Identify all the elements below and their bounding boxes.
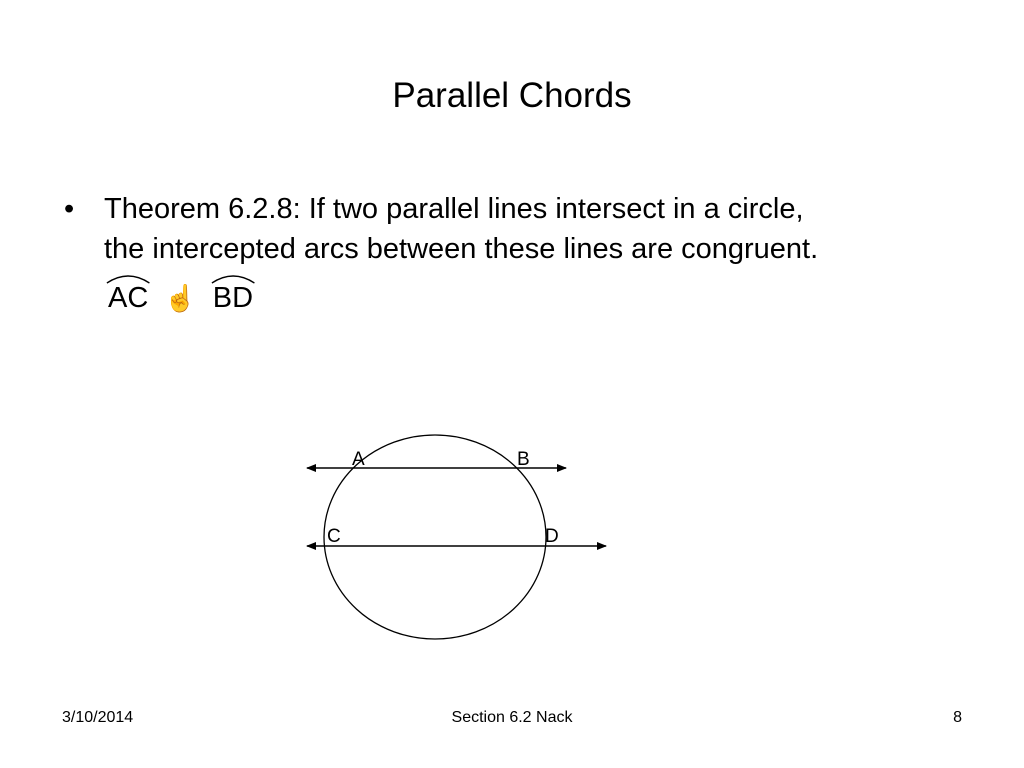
theorem-line-2: the intercepted arcs between these lines are congruent. bbox=[104, 233, 819, 265]
arc-bd bbox=[213, 278, 253, 318]
point-a-label: A bbox=[352, 449, 365, 470]
footer-date: 3/10/2014 bbox=[62, 709, 134, 726]
point-c-label: C bbox=[327, 526, 341, 547]
congruent-symbol: ☝ bbox=[164, 283, 197, 313]
arc-overline-icon bbox=[106, 272, 150, 284]
arc-overline-icon bbox=[211, 272, 255, 284]
arc-bd-label: BD bbox=[212, 282, 254, 314]
footer-section: Section 6.2 Nack bbox=[451, 709, 573, 726]
bullet-marker: • bbox=[64, 193, 75, 225]
arc-ac bbox=[108, 278, 148, 318]
arc-ac-label: AC bbox=[108, 282, 149, 314]
parallel-chords-diagram bbox=[290, 425, 620, 650]
point-b-label: B bbox=[517, 449, 530, 470]
arc-congruence-statement bbox=[108, 278, 253, 318]
slide-title: Parallel Chords bbox=[392, 76, 632, 115]
page-number: 8 bbox=[953, 709, 962, 726]
point-d-label: D bbox=[545, 526, 559, 547]
theorem-line-1: Theorem 6.2.8: If two parallel lines intersect in a circle, bbox=[104, 193, 804, 225]
